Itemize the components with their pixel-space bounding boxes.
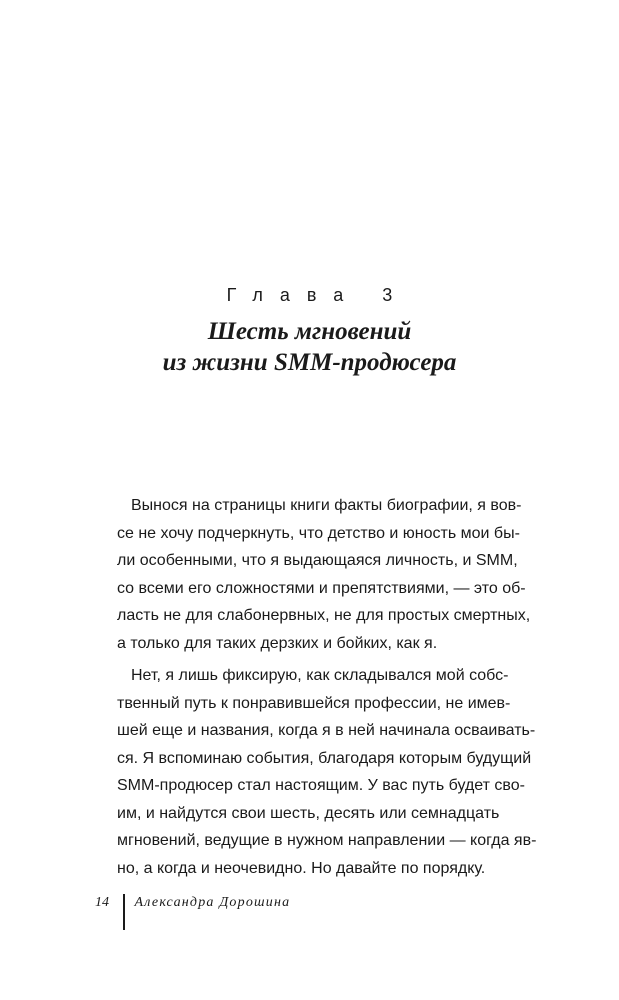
text-line: мгновений, ведущие в нужном направлении — когда яв- bbox=[117, 832, 537, 849]
body-text bbox=[117, 492, 537, 882]
text-line: Вынося на страницы книги факты биографии, я вов- bbox=[131, 497, 522, 514]
text-line: а только для таких дерзких и бойких, как я. bbox=[117, 634, 438, 652]
chapter-title bbox=[0, 316, 619, 378]
text-line: твенный путь к понравившейся профессии, не имев- bbox=[117, 694, 511, 712]
text-line: се не хочу подчеркнуть, что детство и юность мои бы- bbox=[117, 524, 520, 542]
text-line: со всеми его сложностями и препятствиями, — это об- bbox=[117, 579, 526, 597]
text-line: шей еще и названия, когда я в ней начинала осваивать- bbox=[117, 722, 536, 739]
page-footer bbox=[95, 894, 290, 930]
footer-divider bbox=[123, 894, 125, 930]
text-line: ли особенными, что я выдающаяся личность, и SMM, bbox=[117, 552, 518, 569]
text-line: им, и найдутся свои шесть, десять или семнадцать bbox=[117, 804, 500, 822]
text-line: ся. Я вспоминаю события, благодаря которым будущий bbox=[117, 749, 532, 767]
text-line: ласть не для слабонервных, не для простых смертных, bbox=[117, 607, 531, 624]
footer-author: Александра Дорошина bbox=[134, 895, 291, 910]
chapter-title-line-2: из жизни SMM-продюсера bbox=[162, 349, 457, 376]
text-line: Нет, я лишь фиксирую, как складывался мой собс- bbox=[131, 667, 509, 684]
text-line: SMM-продюсер стал настоящим. У вас путь будет сво- bbox=[117, 777, 525, 794]
chapter-title-line-1: Шесть мгновений bbox=[207, 318, 412, 345]
page-number: 14 bbox=[95, 895, 109, 910]
chapter-label: Глава 3 bbox=[226, 285, 410, 305]
text-line: но, а когда и неочевидно. Но давайте по порядку. bbox=[117, 859, 486, 877]
paragraph-1 bbox=[117, 492, 531, 657]
paragraph-2 bbox=[117, 662, 537, 882]
